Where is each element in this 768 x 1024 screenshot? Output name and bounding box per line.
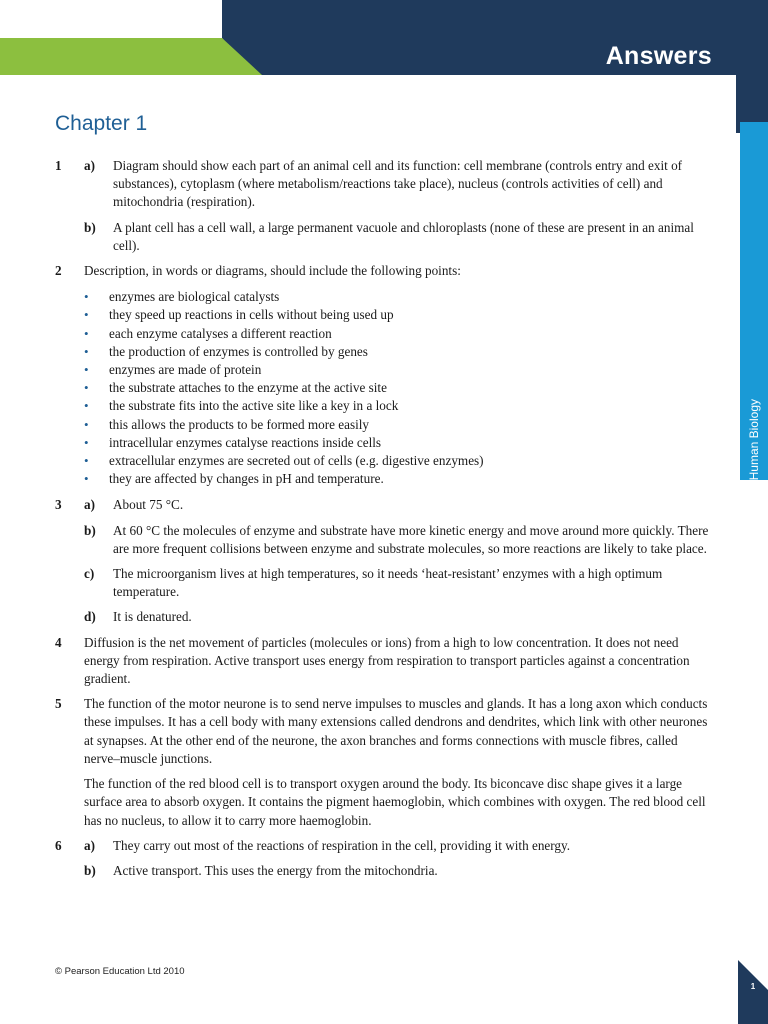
part-text: The microorganism lives at high temperatures, so it needs ‘heat-resistant’ enzymes with a high optimum temperature. xyxy=(113,566,663,600)
answers-content xyxy=(55,157,715,887)
list-item: • the substrate attaches to the enzyme at the active site xyxy=(84,379,715,397)
part-text: Diagram should show each part of an animal cell and its function: cell membrane (controls entry and exit of substances), cytoplasm (where metabolism/reactions take place), nucleus (controls activities of cell) and mitochondria (respiration). xyxy=(113,158,683,210)
question-1 xyxy=(55,157,715,255)
question-number: 4 xyxy=(55,634,62,650)
part-label: d) xyxy=(84,609,96,625)
list-item: • enzymes are biological catalysts xyxy=(84,288,715,306)
part-label: a) xyxy=(84,158,95,173)
answer-part xyxy=(84,157,715,212)
answer-part xyxy=(84,837,715,855)
answer-part xyxy=(84,862,715,880)
page-number-tab xyxy=(738,960,768,1024)
list-item: • this allows the products to be formed more easily xyxy=(84,416,715,434)
bullet-list xyxy=(84,288,715,488)
answer-part xyxy=(84,219,715,255)
side-tab-label-wrap xyxy=(740,122,768,480)
list-item: • they speed up reactions in cells without being used up xyxy=(84,306,715,324)
answer-part xyxy=(84,522,715,558)
list-item: • enzymes are made of protein xyxy=(84,361,715,379)
question-6 xyxy=(55,837,715,880)
answer-part xyxy=(84,608,715,626)
part-label: b) xyxy=(84,219,96,235)
part-label: b) xyxy=(84,522,96,538)
page-number: 1 xyxy=(750,982,756,991)
part-text: It is denatured. xyxy=(113,609,192,625)
part-label: c) xyxy=(84,566,95,582)
part-label: b) xyxy=(84,862,96,878)
answer-part xyxy=(84,565,715,601)
question-number: 3 xyxy=(55,497,62,513)
answer-paragraph: The function of the red blood cell is to transport oxygen around the body. Its biconcave disc shape gives it a large surface area to absorb oxygen. It contains the pigment haemoglobin, which combines with oxygen. The red blood cell has no nucleus, to allow it to carry more haemoglobin. xyxy=(84,776,706,828)
list-item: • the substrate fits into the active site like a key in a lock xyxy=(84,397,715,415)
question-4 xyxy=(55,634,715,689)
part-label: a) xyxy=(84,837,95,853)
header-accent-green xyxy=(0,38,262,75)
question-intro: Description, in words or diagrams, should include the following points: xyxy=(84,263,461,279)
part-text: Active transport. This uses the energy from the mitochondria. xyxy=(113,862,438,878)
list-item: • they are affected by changes in pH and temperature. xyxy=(84,470,715,488)
list-item: • the production of enzymes is controlled by genes xyxy=(84,343,715,361)
header-title: Answers xyxy=(605,42,712,70)
question-number: 6 xyxy=(55,837,62,853)
chapter-title: Chapter 1 xyxy=(55,112,148,135)
answer-paragraph: Diffusion is the net movement of particles (molecules or ions) from a high to low concentration. It does not need energy from respiration. Active transport uses energy from respiration to transport particles against a concentration gradient. xyxy=(84,634,690,687)
part-label: a) xyxy=(84,497,95,513)
question-3 xyxy=(55,496,715,626)
question-2 xyxy=(55,262,715,488)
question-5 xyxy=(55,695,715,829)
list-item: • each enzyme catalyses a different reaction xyxy=(84,325,715,343)
answer-part xyxy=(84,496,715,514)
list-item: • extracellular enzymes are secreted out of cells (e.g. digestive enzymes) xyxy=(84,452,715,470)
part-text: They carry out most of the reactions of respiration in the cell, providing it with energy. xyxy=(113,837,571,853)
question-number: 5 xyxy=(55,696,62,712)
list-item: • intracellular enzymes catalyse reactions inside cells xyxy=(84,434,715,452)
question-number: 1 xyxy=(55,158,62,173)
side-tab-label: Human Biology xyxy=(747,398,761,480)
part-text: At 60 °C the molecules of enzyme and substrate have more kinetic energy and move around more quickly. There are more frequent collisions between enzyme and substrate molecules, so more reactions are likely to take place. xyxy=(113,522,709,556)
part-text: About 75 °C. xyxy=(113,497,184,513)
answer-paragraph: The function of the motor neurone is to send nerve impulses to muscles and glands. It has a long axon which conducts these impulses. It has a cell body with many extensions called dendrons and dendrites, which link with other neurones at synapses. At the other end of the neurone, the axon branches and forms connections with muscle fibres, called nerve–muscle junctions. xyxy=(84,696,708,766)
question-number: 2 xyxy=(55,263,62,279)
footer-copyright: © Pearson Education Ltd 2010 xyxy=(55,966,185,977)
part-text: A plant cell has a cell wall, a large permanent vacuole and chloroplasts (none of these are present in an animal cell). xyxy=(113,219,694,253)
